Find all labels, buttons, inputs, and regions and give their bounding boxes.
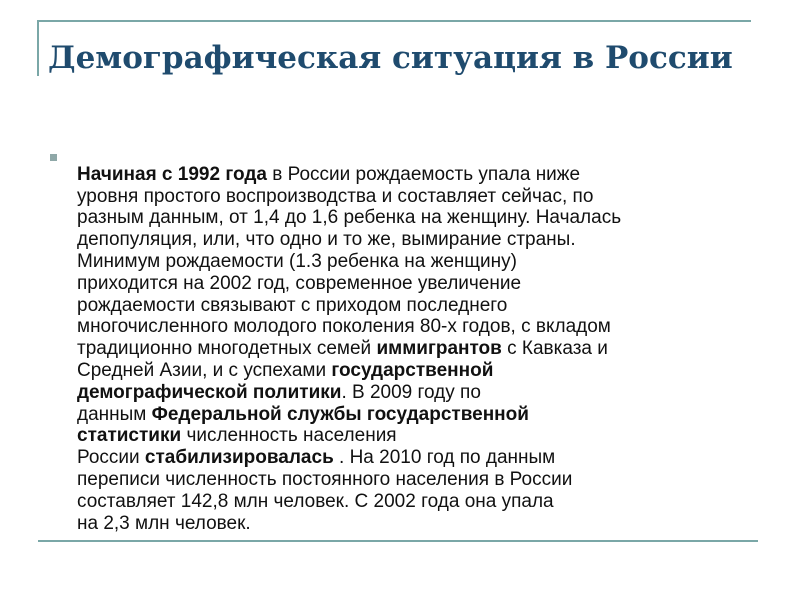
- text-segment: . На 2010 год по данным переписи численность постоянного населения в России составляет 142,8 млн человек. С 2002 года она упала на 2,3 млн человек.: [77, 447, 573, 534]
- top-divider-line: [38, 20, 751, 22]
- text-segment: стабилизировалась: [144, 447, 334, 469]
- text-segment: иммигрантов: [376, 338, 502, 360]
- text-segment: государственной демографической политики: [77, 359, 494, 403]
- left-accent-line: [37, 20, 39, 76]
- text-segment: численность населения России: [77, 425, 397, 469]
- bottom-divider-line: [38, 540, 758, 542]
- square-bullet-icon: [50, 154, 57, 161]
- text-segment: Начиная с 1992 года: [77, 163, 267, 185]
- text-segment: . В 2009 году по данным: [77, 381, 481, 425]
- text-segment: Федеральной службы государственной статистики: [77, 403, 529, 447]
- bullet-text: [77, 142, 747, 534]
- text-segment: с Кавказа и Средней Азии, и с успехами: [77, 338, 608, 381]
- text-segment: в России рождаемость упала ниже уровня простого воспроизводства и составляет сейчас, по разным данным, от 1,4 до 1,6 ребенка на женщину. Началась депопуляция, или, что одно и то же, вымирание страны. Минимум рождаемости (1.3 ребенка на женщину) приходится на 2002 год, современное увеличение рождаемости связывают с приходом последнего многочисленного молодого поколения 80-х годов, с вкладом традиционно многодетных семей: [77, 163, 622, 360]
- slide-title: Демографическая ситуация в России: [48, 40, 733, 76]
